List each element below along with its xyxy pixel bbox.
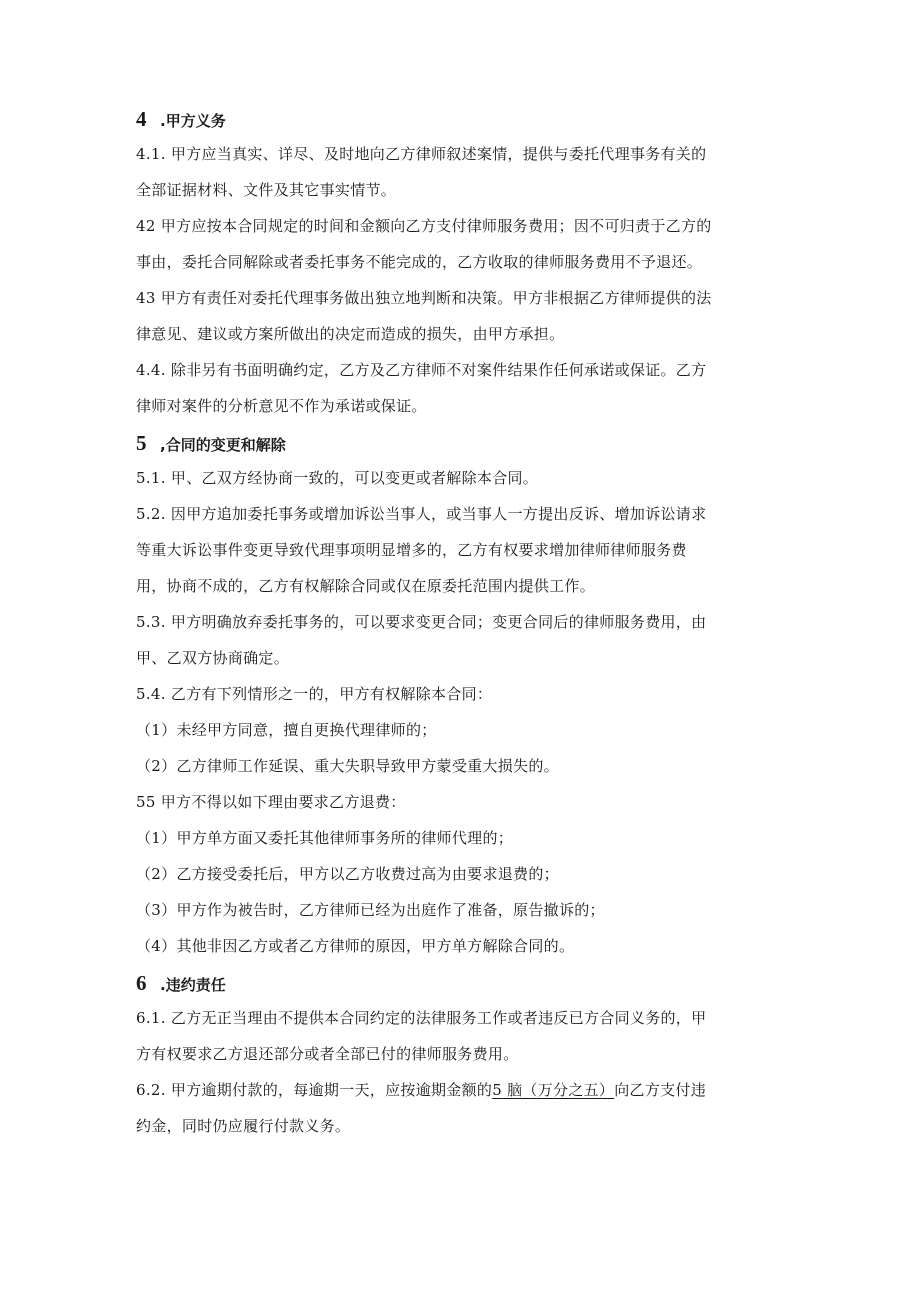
text-line: 42 甲方应按本合同规定的时间和金额向乙方支付律师服务费用；因不可归责于乙方的 bbox=[136, 217, 712, 235]
section-separator: . bbox=[160, 112, 166, 130]
list-item: （2）乙方律师工作延误、重大失职导致甲方蒙受重大损失的。 bbox=[136, 757, 559, 775]
section-number: 5 bbox=[136, 431, 147, 455]
section-5-heading bbox=[136, 426, 786, 460]
clause-4-4 bbox=[136, 352, 786, 424]
clause-6-1 bbox=[136, 1000, 786, 1072]
text-line: 律意见、建议或方案所做出的决定而造成的损失，由甲方承担。 bbox=[136, 325, 565, 343]
text-line: 5.4. 乙方有下列情形之一的，甲方有权解除本合同： bbox=[136, 685, 493, 703]
text-line: 6.1. 乙方无正当理由不提供本合同约定的法律服务工作或者违反已方合同义务的，甲 bbox=[136, 1009, 707, 1027]
list-item: （4）其他非因乙方或者乙方律师的原因，甲方单方解除合同的。 bbox=[136, 937, 575, 955]
contract-page bbox=[136, 100, 786, 1144]
text-line: 43 甲方有责任对委托代理事务做出独立地判断和决策。甲方非根据乙方律师提供的法 bbox=[136, 289, 712, 307]
section-6-heading bbox=[136, 966, 786, 1000]
list-item: （2）乙方接受委托后，甲方以乙方收费过高为由要求退费的； bbox=[136, 865, 559, 883]
text-line: 约金，同时仍应履行付款义务。 bbox=[136, 1117, 351, 1135]
section-4-heading bbox=[136, 102, 786, 136]
clause-4-3 bbox=[136, 280, 786, 352]
clause-5-3 bbox=[136, 604, 786, 676]
text-line: 等重大诉讼事件变更导致代理事项明显增多的，乙方有权要求增加律师律师服务费 bbox=[136, 541, 687, 559]
text-line: 55 甲方不得以如下理由要求乙方退费： bbox=[136, 793, 406, 811]
section-number: 4 bbox=[136, 107, 147, 131]
text-line: 4.1. 甲方应当真实、详尽、及时地向乙方律师叙述案情，提供与委托代理事务有关的 bbox=[136, 145, 707, 163]
list-item: （1）甲方单方面又委托其他律师事务所的律师代理的； bbox=[136, 829, 514, 847]
section-title: 违约责任 bbox=[165, 976, 226, 994]
underlined-rate: 5 脑（万分之五） bbox=[492, 1081, 615, 1099]
list-item: （1）未经甲方同意，擅自更换代理律师的； bbox=[136, 721, 437, 739]
text-line: 5.1. 甲、乙双方经协商一致的，可以变更或者解除本合同。 bbox=[136, 469, 539, 487]
clause-4-2 bbox=[136, 208, 786, 280]
text-line: 事由，委托合同解除或者委托事务不能完成的，乙方收取的律师服务费用不予退还。 bbox=[136, 253, 703, 271]
text-line bbox=[136, 1072, 786, 1108]
clause-4-1 bbox=[136, 136, 786, 208]
text-line: 全部证据材料、文件及其它事实情节。 bbox=[136, 181, 397, 199]
section-number: 6 bbox=[136, 971, 147, 995]
section-title: 甲方义务 bbox=[165, 112, 226, 130]
clause-5-5 bbox=[136, 784, 786, 964]
section-separator: . bbox=[160, 976, 166, 994]
clause-6-2 bbox=[136, 1072, 786, 1144]
text-line: 5.3. 甲方明确放弃委托事务的，可以要求变更合同；变更合同后的律师服务费用，由 bbox=[136, 613, 707, 631]
text-line: 5.2. 因甲方追加委托事务或增加诉讼当事人，或当事人一方提出反诉、增加诉讼请求 bbox=[136, 505, 707, 523]
text-line: 用，协商不成的，乙方有权解除合同或仅在原委托范围内提供工作。 bbox=[136, 577, 596, 595]
text-line: 4.4. 除非另有书面明确约定，乙方及乙方律师不对案件结果作任何承诺或保证。乙方 bbox=[136, 361, 707, 379]
text-line: 律师对案件的分析意见不作为承诺或保证。 bbox=[136, 397, 427, 415]
text-line: 方有权要求乙方退还部分或者全部已付的律师服务费用。 bbox=[136, 1045, 519, 1063]
text-segment: 向乙方支付违 bbox=[614, 1081, 707, 1099]
section-separator: , bbox=[160, 436, 166, 454]
list-item: （3）甲方作为被告时，乙方律师已经为出庭作了准备，原告撤诉的； bbox=[136, 901, 605, 919]
clause-5-2 bbox=[136, 496, 786, 604]
clause-5-1 bbox=[136, 460, 786, 496]
text-line: 甲、乙双方协商确定。 bbox=[136, 649, 290, 667]
text-segment: 6.2. 甲方逾期付款的，每逾期一天，应按逾期金额的 bbox=[136, 1081, 493, 1099]
section-title: 合同的变更和解除 bbox=[165, 436, 286, 454]
clause-5-4 bbox=[136, 676, 786, 784]
